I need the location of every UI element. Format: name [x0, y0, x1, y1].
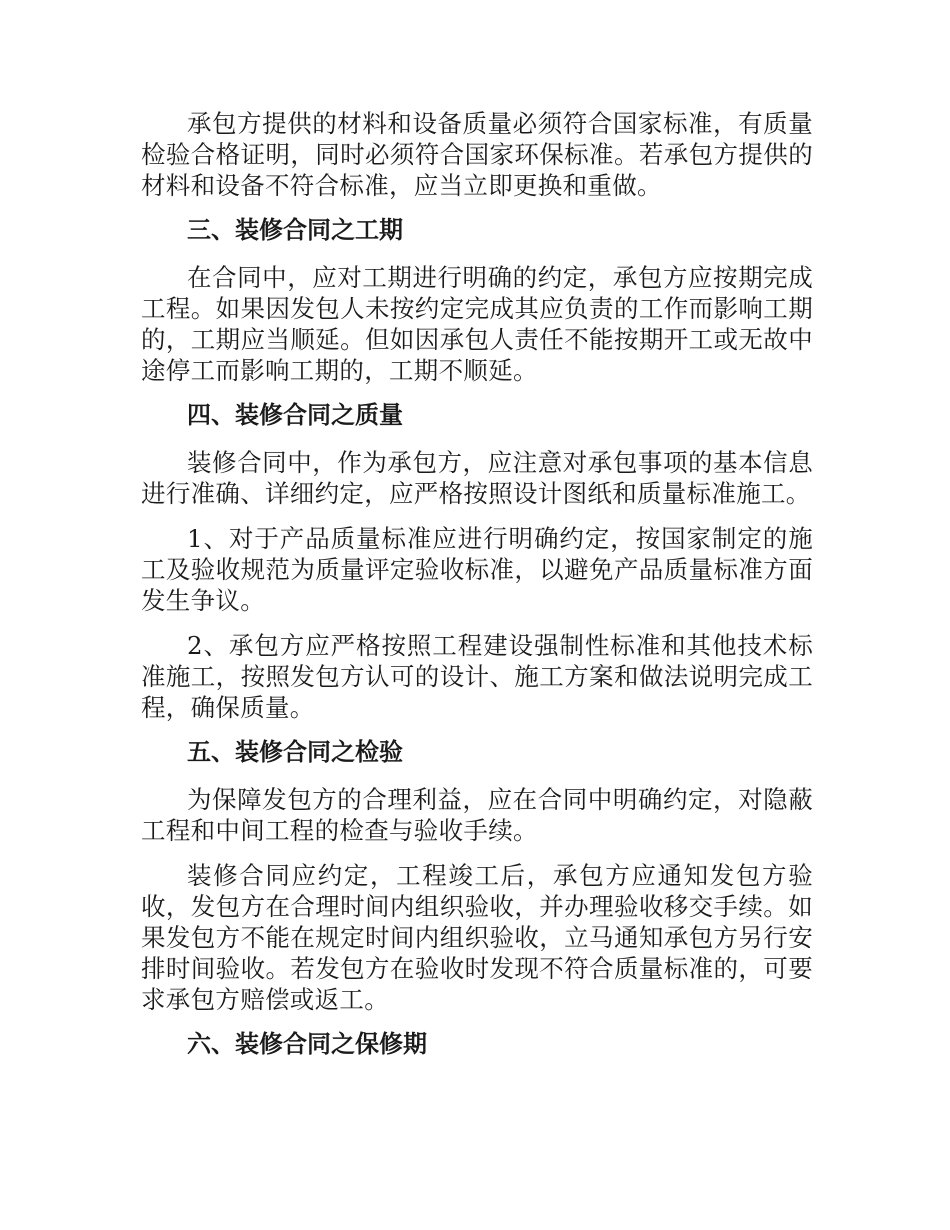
heading-quality: 四、装修合同之质量	[187, 401, 403, 429]
heading-warranty-period: 六、装修合同之保修期	[187, 1030, 427, 1058]
paragraph-quality-item-2: 2、承包方应严格按照工程建设强制性标准和其他技术标准施工，按照发包方认可的设计、施工方案和做法说明完成工程，确保质量。	[141, 631, 813, 722]
paragraph-inspection-acceptance: 装修合同应约定，工程竣工后，承包方应通知发包方验收，发包方在合理时间内组织验收，并办理验收移交手续。如果发包方不能在规定时间内组织验收，立马通知承包方另行安排时间验收。若发包方在验收时发现不符合质量标准的，可要求承包方赔偿或返工。	[141, 861, 813, 1014]
document-page	[141, 108, 813, 1076]
paragraph-construction-period: 在合同中，应对工期进行明确的约定，承包方应按期完成工程。如果因发包人未按约定完成其应负责的工作而影响工期的，工期应当顺延。但如因承包人责任不能按期开工或无故中途停工而影响工期的，工期不顺延。	[141, 263, 813, 385]
paragraph-materials-quality: 承包方提供的材料和设备质量必须符合国家标准，有质量检验合格证明，同时必须符合国家环保标准。若承包方提供的材料和设备不符合标准，应当立即更换和重做。	[141, 109, 813, 200]
paragraph-inspection-intro: 为保障发包方的合理利益，应在合同中明确约定，对隐蔽工程和中间工程的检查与验收手续。	[141, 785, 813, 845]
heading-construction-period: 三、装修合同之工期	[187, 216, 403, 244]
heading-inspection: 五、装修合同之检验	[187, 738, 403, 766]
paragraph-quality-item-1: 1、对于产品质量标准应进行明确约定，按国家制定的施工及验收规范为质量评定验收标准，以避免产品质量标准方面发生争议。	[141, 524, 813, 615]
paragraph-quality-intro: 装修合同中，作为承包方，应注意对承包事项的基本信息进行准确、详细约定，应严格按照设计图纸和质量标准施工。	[141, 448, 813, 508]
